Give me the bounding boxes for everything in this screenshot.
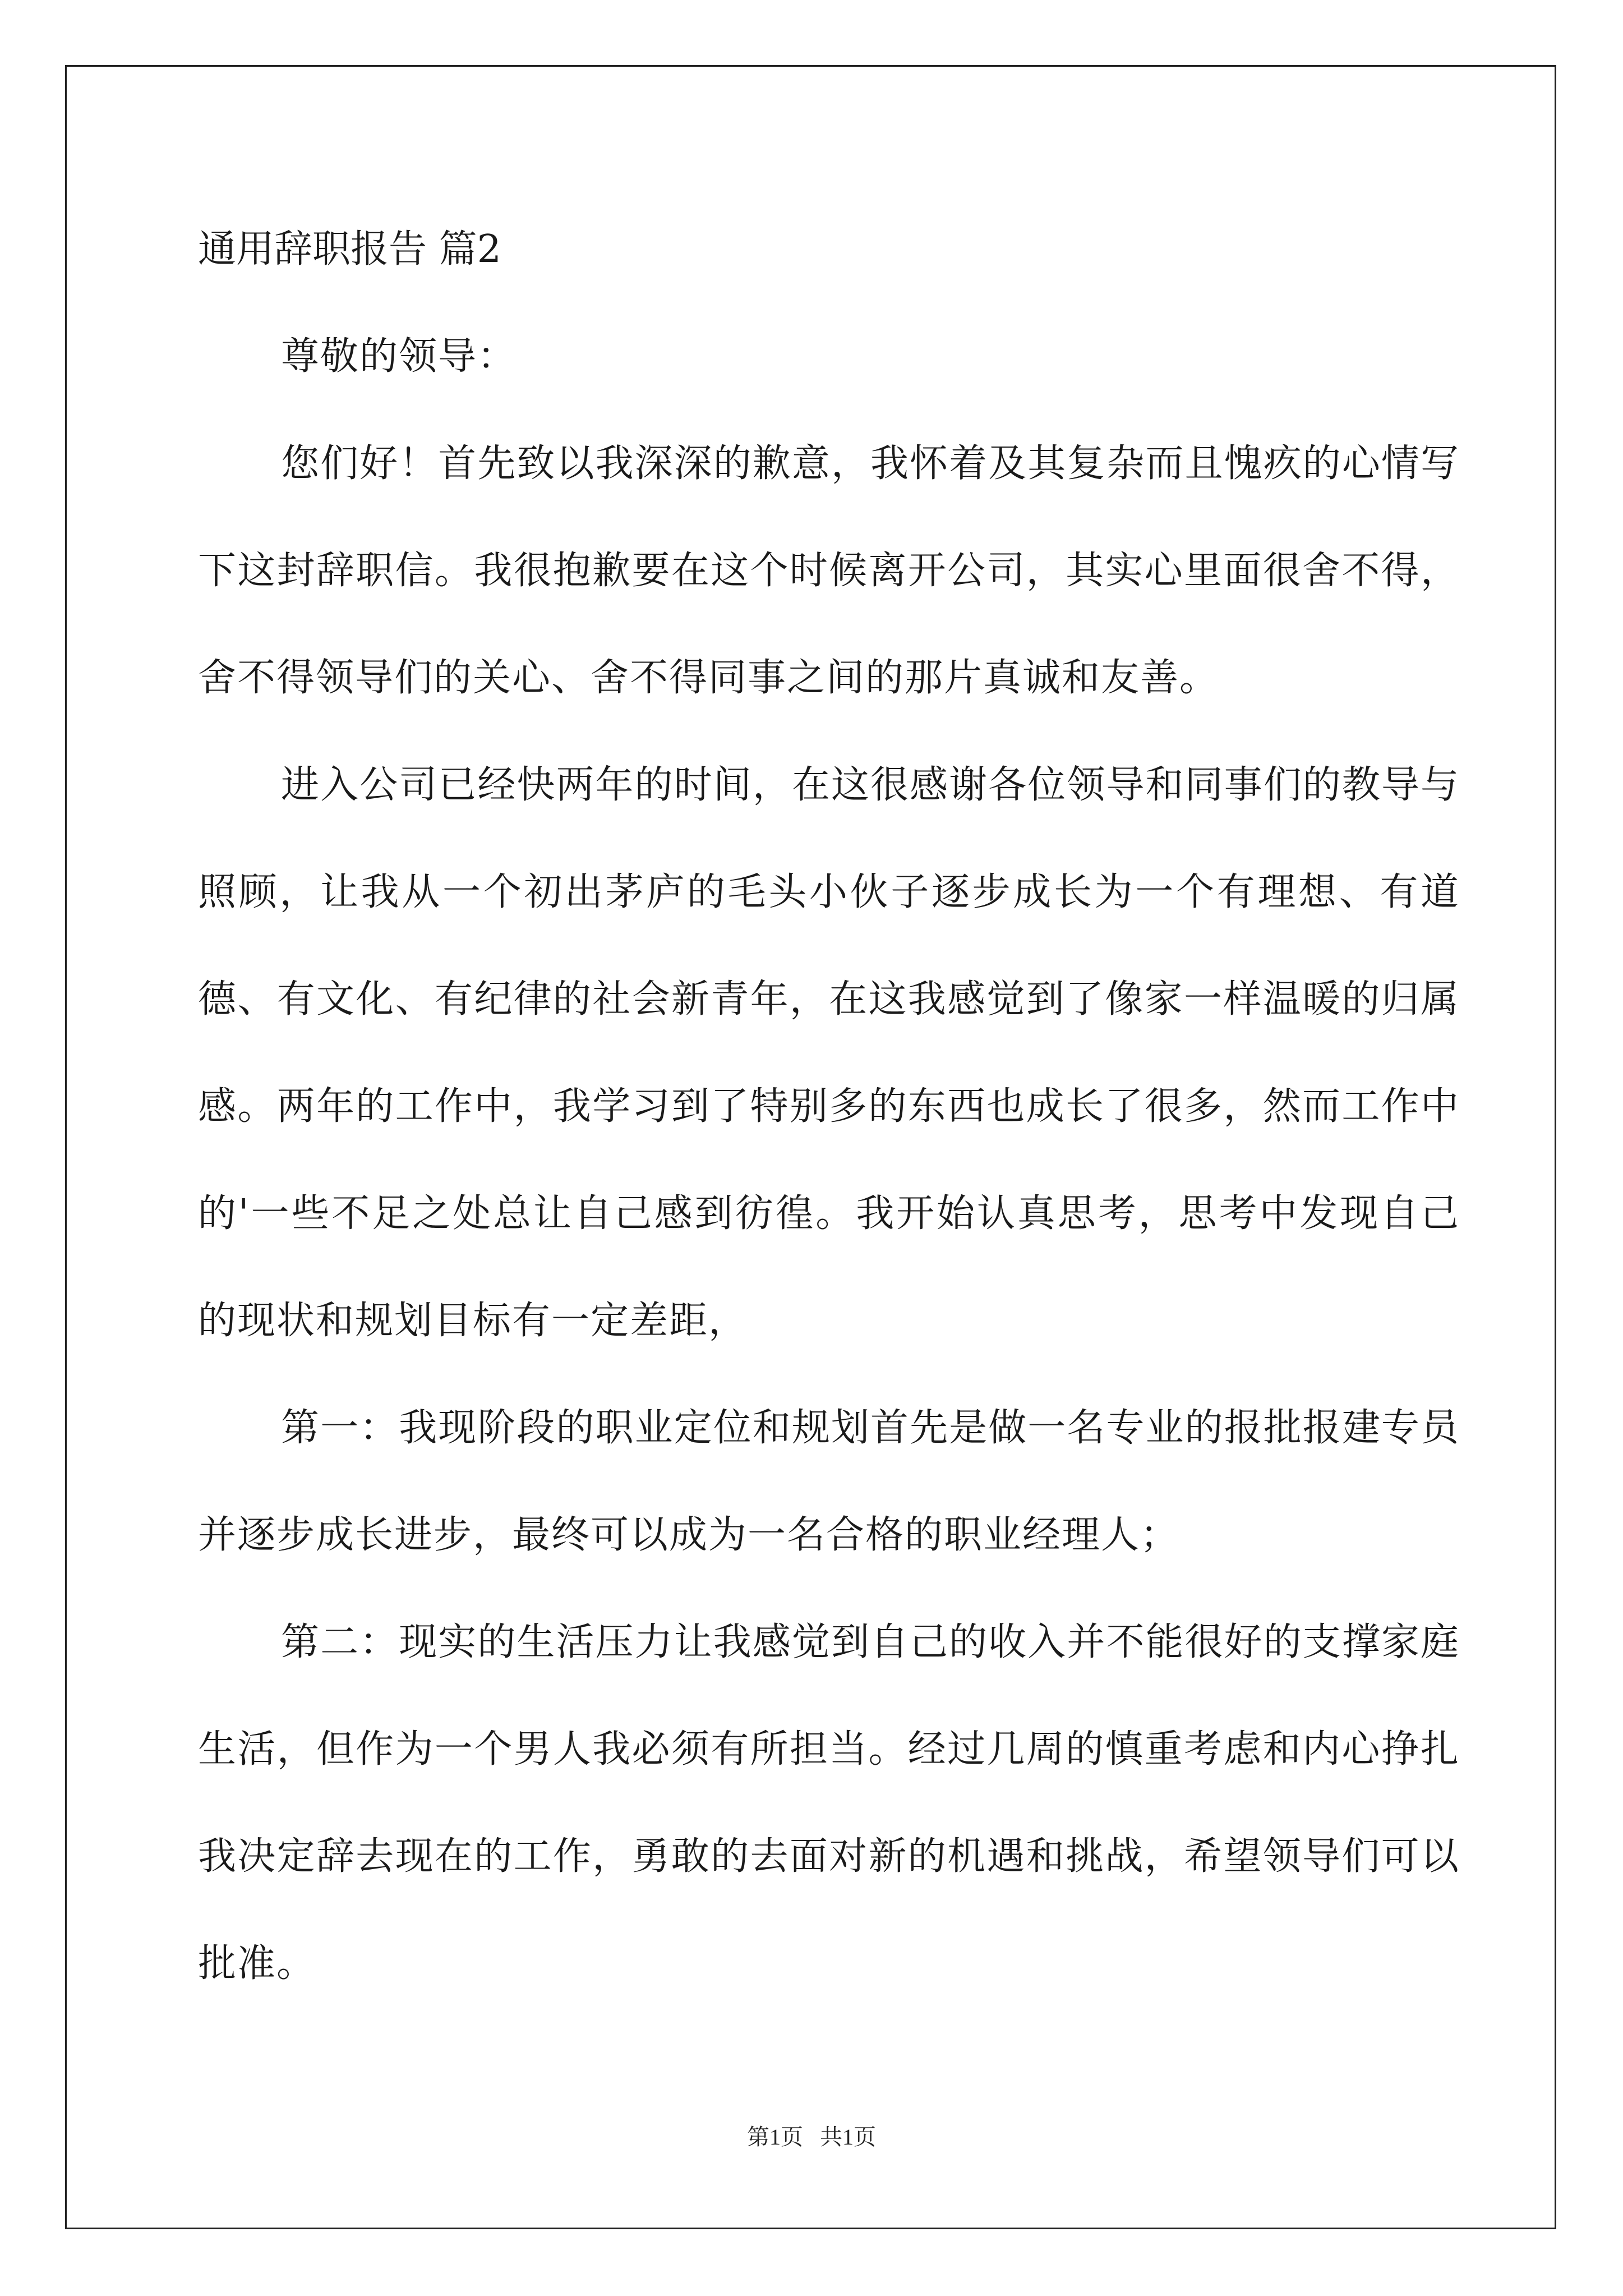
- document-body: [198, 210, 1460, 2017]
- page-number-footer: 第1页 共1页: [747, 2124, 876, 2150]
- salutation: 尊敬的领导：: [281, 334, 517, 379]
- paragraph-2: 进入公司已经快两年的时间，在这很感谢各位领导和同事们的教导与照顾，让我从一个初出茅庐的毛头小伙子逐步成长为一个有理想、有道德、有文化、有纪律的社会新青年，在这我感觉到了像家一样温暖的归属感。两年的工作中，我学习到了特别多的东西也成长了很多，然而工作中的'一些不足之处总让自己感到彷徨。我开始认真思考，思考中发现自己的现状和规划目标有一定差距，: [198, 763, 1460, 1343]
- paragraph-1: 您们好！首先致以我深深的歉意，我怀着及其复杂而且愧疚的心情写下这封辞职信。我很抱歉要在这个时候离开公司，其实心里面很舍不得，舍不得领导们的关心、舍不得同事之间的那片真诚和友善。: [198, 441, 1460, 700]
- paragraph-4: 第二：现实的生活压力让我感觉到自己的收入并不能很好的支撑家庭生活，但作为一个男人我必须有所担当。经过几周的慎重考虑和内心挣扎我决定辞去现在的工作，勇敢的去面对新的机遇和挑战，希望领导们可以批准。: [198, 1620, 1460, 1986]
- paragraph-3: 第一：我现阶段的职业定位和规划首先是做一名专业的报批报建专员并逐步成长进步，最终可以成为一名合格的职业经理人；: [198, 1406, 1460, 1557]
- document-title: 通用辞职报告 篇2: [198, 227, 501, 272]
